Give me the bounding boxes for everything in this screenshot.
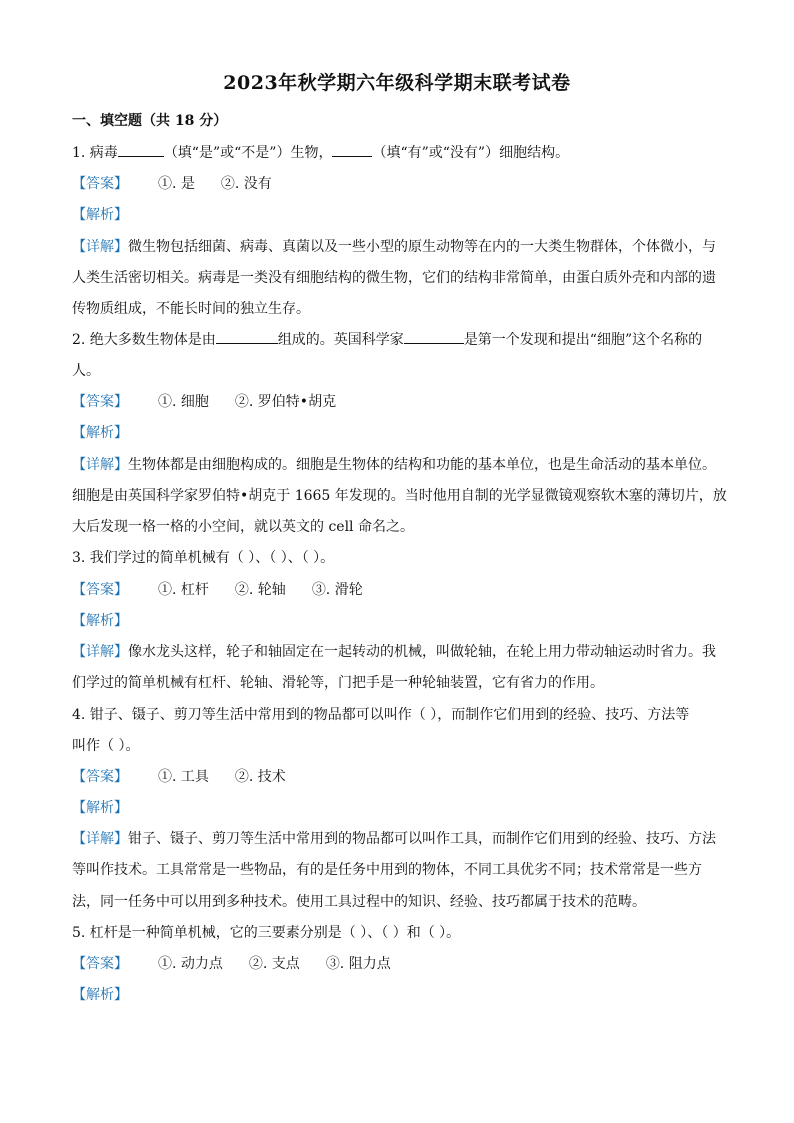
q2-stem-d: 人。 xyxy=(72,363,100,379)
q1-stem-b: （填“是”或“不是”）生物， xyxy=(163,145,333,161)
q4-answer-2: ②. 技术 xyxy=(234,769,286,785)
question-4-line-1: 4. 钳子、镊子、剪刀等生活中常用到的物品都可以叫作（ ），而制作它们用到的经验、技巧、方法等 xyxy=(72,707,690,723)
q3-detail-1 xyxy=(72,641,732,661)
exam-title: 2023年秋学期六年级科学期末联考试卷 xyxy=(223,72,571,94)
detail-text: 钳子、镊子、剪刀等生活中常用到的物品都可以叫作工具，而制作它们用到的经验、技巧、方法 xyxy=(128,831,716,847)
q1-answer-1: ①. 是 xyxy=(158,176,195,192)
q2-answer-1: ①. 细胞 xyxy=(158,394,209,410)
q1-answer-2: ②. 没有 xyxy=(220,176,272,192)
answer-label: 【答案】 xyxy=(72,176,128,192)
answer-label: 【答案】 xyxy=(72,769,128,785)
detail-label: 【详解】 xyxy=(72,239,128,255)
q5-answer-3: ③. 阻力点 xyxy=(325,956,391,972)
q2-stem-b: 组成的。英国科学家 xyxy=(277,332,404,348)
q2-stem-a: 2. 绝大多数生物体是由 xyxy=(72,332,216,348)
answer-label: 【答案】 xyxy=(72,956,128,972)
q2-detail-3: 大后发现一格一格的小空间，就以英文的 cell 命名之。 xyxy=(72,519,414,535)
q3-detail-2: 们学过的简单机械有杠杆、轮轴、滑轮等，门把手是一种轮轴装置，它有省力的作用。 xyxy=(72,675,604,691)
analysis-label: 【解析】 xyxy=(72,425,128,441)
q5-answer-1: ①. 动力点 xyxy=(158,956,223,972)
q4-answer-row xyxy=(72,766,732,786)
question-4-line-2: 叫作（ ）。 xyxy=(72,738,140,754)
q2-detail-2: 细胞是由英国科学家罗伯特•胡克于 1665 年发现的。当时他用自制的光学显微镜观察软木塞的薄切片，放 xyxy=(72,488,727,504)
analysis-label: 【解析】 xyxy=(72,800,128,816)
answer-blank xyxy=(118,144,164,157)
q5-answer-2: ②. 支点 xyxy=(248,956,300,972)
q3-answer-2: ②. 轮轴 xyxy=(234,582,286,598)
q2-answer-2: ②. 罗伯特•胡克 xyxy=(234,394,337,410)
q4-answer-1: ①. 工具 xyxy=(158,769,209,785)
answer-blank xyxy=(216,331,278,344)
question-5: 5. 杠杆是一种简单机械，它的三要素分别是（ ）、（ ）和（ ）。 xyxy=(72,925,461,941)
analysis-label: 【解析】 xyxy=(72,207,128,223)
question-1 xyxy=(72,142,732,162)
q2-answer-row xyxy=(72,391,732,411)
q4-detail-2: 等叫作技术。工具常常是一些物品，有的是任务中用到的物体，不同工具优劣不同；技术常常是一些方 xyxy=(72,862,702,878)
q1-stem-a: 1. 病毒 xyxy=(72,145,118,161)
q3-answer-3: ③. 滑轮 xyxy=(311,582,363,598)
q5-answer-row xyxy=(72,953,732,973)
answer-label: 【答案】 xyxy=(72,394,128,410)
detail-label: 【详解】 xyxy=(72,644,128,660)
detail-text: 像水龙头这样，轮子和轴固定在一起转动的机械，叫做轮轴，在轮上用力带动轴运动时省力。我 xyxy=(128,644,716,660)
q2-stem-c: 是第一个发现和提出“细胞”这个名称的 xyxy=(463,332,703,348)
q4-detail-3: 法，同一任务中可以用到多种技术。使用工具过程中的知识、经验、技巧都属于技术的范畴。 xyxy=(72,894,646,910)
detail-text: 生物体都是由细胞构成的。细胞是生物体的结构和功能的基本单位，也是生命活动的基本单位。 xyxy=(128,457,716,473)
q1-detail-1 xyxy=(72,236,732,256)
q2-detail-1 xyxy=(72,454,732,474)
answer-label: 【答案】 xyxy=(72,582,128,598)
q3-answer-row xyxy=(72,579,732,599)
answer-blank xyxy=(332,144,372,157)
q3-answer-1: ①. 杠杆 xyxy=(158,582,209,598)
analysis-label: 【解析】 xyxy=(72,613,128,629)
detail-label: 【详解】 xyxy=(72,831,128,847)
analysis-label: 【解析】 xyxy=(72,987,128,1003)
q1-detail-2: 人类生活密切相关。病毒是一类没有细胞结构的微生物，它们的结构非常简单，由蛋白质外壳和内部的遗 xyxy=(72,270,716,286)
question-3: 3. 我们学过的简单机械有（ ）、（ ）、（ ）。 xyxy=(72,550,335,566)
answer-blank xyxy=(404,331,464,344)
q1-detail-3: 传物质组成，不能长时间的独立生存。 xyxy=(72,301,310,317)
q1-answer-row xyxy=(72,173,732,193)
q1-stem-c: （填“有”或“没有”）细胞结构。 xyxy=(372,145,570,161)
detail-text: 微生物包括细菌、病毒、真菌以及一些小型的原生动物等在内的一大类生物群体，个体微小，与 xyxy=(128,239,716,255)
detail-label: 【详解】 xyxy=(72,457,128,473)
q4-detail-1 xyxy=(72,828,732,848)
question-2 xyxy=(72,329,732,349)
section-heading: 一、填空题（共 18 分） xyxy=(72,113,228,129)
